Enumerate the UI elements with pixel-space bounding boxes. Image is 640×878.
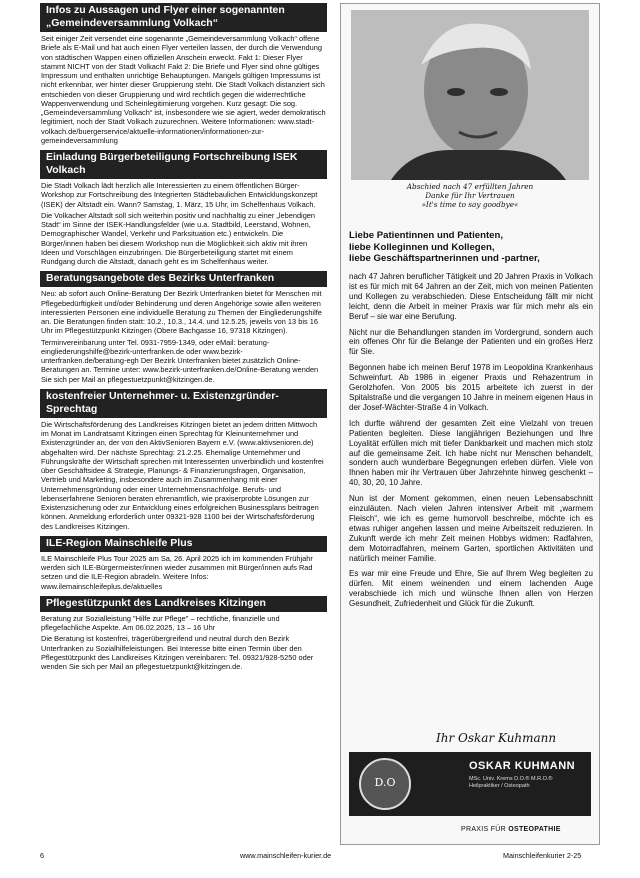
ad-paragraph: Begonnen habe ich meinen Beruf 1978 im Leopoldina Krankenhaus Schweinfurt. Ab 1986 in eigener Praxis und Rehazentrum in Gerolzhofen. Von 2005 bis 2015 arbeitete ich zuerst in der Spitalstraße und die vergangen 10 Jahre in meinem eigenen Haus in der Josef-Wächter-Straße 4 in Volkach.: [349, 363, 593, 412]
header-text: Einladung Bürgerbeteiligung Fortschreibung ISEK Volkach: [46, 151, 298, 176]
header-text: ILE-Region Mainschleife Plus: [46, 536, 193, 549]
ad-body: [349, 272, 593, 615]
photo-caption: [351, 182, 589, 210]
advertisement: [340, 3, 600, 845]
contact-box: [349, 752, 591, 816]
practitioner-credentials: [469, 776, 552, 790]
section-body-pflege-2: Die Beratung ist kostenfrei, trägerübergreifend und neutral durch den Bezirk Unterfranken zu Sozialhilfeleistungen. Bei Interesse bitte einen Termin über den Pflegestützpunkt des Landkreises Kitzingen vereinbaren: Tel. 09321/928-5250 oder wenden Sie sich per Mail an pflegestuetzpunkt@kitzingen.de.: [41, 634, 314, 671]
section-header-ile: [40, 536, 327, 552]
credentials-line: Heilpraktiker / Osteopath: [469, 783, 530, 789]
practitioner-name: OSKAR KUHMANN: [469, 760, 576, 772]
section-body-bezirk: Neu: ab sofort auch Online-Beratung Der Bezirk Unterfranken bietet für Menschen mit Pflegebedürftigkeit und/oder Behinderung und deren Angehörige sowie allen weiteren interessierten Personen eine individuelle Beratung zu Themen der Eingliederungshilfe an. Die Beratungen finden statt: 10.2., 10.3., 14.4. und 12.5.25, jeweils von 13 bis 16 Uhr im Pflegestützpunkt Kitzingen (Obere Bachgasse 16, 97318 Kitzingen).: [41, 289, 322, 336]
header-text: kostenfreier Unternehmer- u. Existenzgründer-Sprechtag: [46, 389, 279, 415]
section-header-sprechtag: [40, 389, 327, 418]
left-column: [40, 3, 327, 671]
caption-line: »It's time to say goodbye«: [421, 200, 519, 210]
seal-text: D.O: [374, 776, 396, 789]
section-body-sprechtag: Die Wirtschaftsförderung des Landkreises Kitzingen bietet an jedem dritten Mittwoch im Monat im Landratsamt Kitzingen einen Sprechtag für Kleinunternehmer und Existenzgründer an, der von den AktivSenioren Bayern e.V. (www.aktivsenioren.de) abgehalten wird. Der nächste Sprechtag: 21.2.25. Ehemalige Unternehmer und Führungskräfte der Wirtschaft sprechen mit Interessenten unverbindlich und kostenfrei über Geschäftsidee & Strategie, Planungs- & Finanzierungsfragen, Organisation, Vertrieb und Marketing, insbesondere auch im Zusammenhang mit einer Unternehmensgründung oder einer Unternehmensnachfolge. Berufs- und lebenserfahrene Senioren beraten ehrenamtlich, wie praxiserprobte Lösungen zur Existenzsicherung oder zur Entwicklung eines erfolgreichen Businessplans beitragen können. Anmeldung erforderlich unter 09321-928 1100 bei der Wirtschaftsförderung des Landkreises Kitzingen.: [41, 419, 324, 531]
caption-line: Abschied nach 47 erfüllten Jahren: [406, 182, 534, 191]
osteopathy-seal-icon: [359, 758, 411, 810]
credentials-line: MSc. Univ. Krems D.O.® M.R.O.®: [469, 776, 553, 782]
header-text: Infos zu Aussagen und Flyer einer sogenannten „Gemeindeversammlung Volkach“: [46, 4, 285, 29]
ad-title-line: Liebe Patientinnen und Patienten,: [349, 230, 504, 241]
ad-title-line: liebe Geschäftspartnerinnen und -partner,: [349, 253, 540, 264]
practice-prefix: PRAXIS FÜR: [461, 826, 507, 833]
practice-word: OSTEOPATHIE: [508, 826, 561, 833]
ad-paragraph: Nicht nur die Behandlungen standen im Vordergrund, sondern auch ein offenes Ohr für die Belange der Patienten und ein großes Herz für Sie.: [349, 327, 593, 357]
section-header-bezirk: [40, 271, 327, 287]
section-header-gemeindeversammlung: [40, 3, 327, 32]
portrait-photo: [351, 10, 589, 180]
portrait-illustration: [351, 10, 589, 180]
section-body-ile: ILE Mainschleife Plus Tour 2025 am Sa, 26. April 2025 ich im kommenden Frühjahr werden sich ILE-Bürgermeister/innen wieder zusammen mit Bürger/innen aufs Rad setzen und die ILE-Region abradeln. Weitere Infos: www.ilemainschleifeplus.de/aktuelles: [41, 553, 313, 591]
section-header-pflege: [40, 596, 327, 612]
ad-paragraph: Nun ist der Moment gekommen, einen neuen Lebensabschnitt einzuläuten. Nach vielen Jahren intensiver Arbeit mit „warmem Fleisch“, wie ich es gerne humorvoll beschreibe, möchte ich es etwas ruhiger angehen lassen und meine Arbeitszeit reduzieren. In Zukunft werde ich mehr Zeit meinen Hobbys widmen: Radfahren, dem Motorradfahren, meinem Garten, sportlichen Aktivitäten und natürlich meiner Familie.: [349, 494, 593, 563]
section-header-isek: [40, 150, 327, 179]
section-body-isek-2: Die Volkacher Altstadt soll sich weiterhin positiv und nachhaltig zu einer „lebendigen Stadt“ im Sinne der ISEK-Handlungsfelder (wie u.a. Stadtbild, Leerstand, Wohnen, Demographischer Wandel, Verkehr und Parksituation etc.) entwickeln. Die Bürger/innen haben bei diesem Workshop nun die Möglichkeit sich aktiv mit ihren Ideen und Vorschlägen einzubringen. Die Bürgerbeteiligung startet mit einem Rundgang durch die Altstadt, danach geht es im Schelfenhaus weiter.: [41, 210, 316, 266]
caption-line: Danke für Ihr Vertrauen: [425, 191, 515, 201]
footer-issue: Mainschleifenkurier 2-25: [503, 851, 582, 860]
section-body-gemeindeversammlung: Seit einiger Zeit versendet eine sogenannte „Gemeindeversammlung Volkach“ offene Briefe als E-Mail und hat auch einen Flyer verteilen lassen, der durch die Verwendung von städtischen Wappen einen offiziellen Anschein erweckt. Fakt 1: Dieser Flyer stammt NICHT von der Stadt Volkach! Fakt 2: Die Briefe und Flyer sind ohne gültiges Impressum und enthalten unrichtige Behauptungen. Mangels gültigen Impressums ist nicht erkennbar, wer hinter dieser Gruppierung steht. Die Stadt Volkach distanziert sich entschieden von dieser Gruppierung und wird rechtlich gegen die widerrechtliche Wappenverwendung und Scheinlegitimierung vorgehen. Kurz gesagt: Die sog. „Gemeindeversammlung Volkach“ ist, insbesondere wie sie agiert, weder demokratisch legitimiert, noch der Stadt Volkach zuzurechnen. Weitere Informationen: www.stadt-volkach.de/buergerservice/aktuelle-informationen/informationen-zur-gemeindeversammlung: [41, 34, 326, 145]
header-text: Pflegestützpunkt des Landkreises Kitzingen: [46, 596, 266, 609]
ad-paragraph: nach 47 Jahren beruflicher Tätigkeit und 20 Jahren Praxis in Volkach ist es für mich mit 64 Jahren an der Zeit, mich von meinen Patienten und Kollegen zu verabschieden. Diese Entscheidung fällt mir nicht leicht, denn die Arbeit in meiner Praxis war für mich mehr als ein Beruf – sie war eine Berufung.: [349, 272, 593, 321]
section-body-isek: Die Stadt Volkach lädt herzlich alle Interessierten zu einem öffentlichen Bürger-Workshop zur Fortschreibung des Integrierten Städtebaulichen Entwicklungskonzept (ISEK) der Altstadt ein. Wann? Samstag, 1. März, 15 Uhr, im Schelfenhaus Volkach.: [41, 181, 318, 209]
ad-paragraph: Es war mir eine Freude und Ehre, Sie auf Ihrem Weg begleiten zu dürfen. Mit einem weinenden und einem lachenden Auge verabschiede ich mich und wünsche Ihnen allen von Herzen Gesundheit, Zufriedenheit und Glück für die Zukunft.: [349, 569, 593, 609]
signature: Ihr Oskar Kuhmann: [436, 731, 557, 745]
header-text: Beratungsangebote des Bezirks Unterfranken: [46, 272, 275, 285]
ad-title-line: liebe Kolleginnen und Kollegen,: [349, 241, 495, 253]
ad-paragraph: Ich durfte während der gesamten Zeit eine Vielzahl von treuen Patienten begleiten. Diese langjährigen Beziehungen und Ihre Loyalität erfüllen mich mit tiefer Dankbarkeit und machen mich stolz auf die gemeinsame Zeit. Ich habe nicht nur Menschen behandelt, sondern auch wunderbare Begegnungen erleben dürfen. Viele von Ihnen haben mir ihr Vertrauen über Jahrzehnte hinweg geschenkt – 40, 30, 20, 10 Jahre.: [349, 418, 593, 488]
footer-url: www.mainschleifen-kurier.de: [240, 851, 332, 860]
section-body-pflege: Beratung zur Sozialleistung "Hilfe zur Pflege" – rechtliche, finanzielle und pflegefachliche Aspekte. Am 06.02.2025, 13 – 16 Uhr: [41, 613, 280, 632]
section-body-bezirk-2: Terminvereinbarung unter Tel. 0931-7959-1349, oder eMail: beratung-eingliederungshilfe@bezirk-unterfranken.de oder www.bezirk-unterfranken.de/beratung-egh Der Bezirk Unterfranken bietet zusätzlich Online-Beratungen an. Termine unter: www.bezirk-unterfranken.de/Online-Beratung wenden Sie sich per Mail an pflegestuetzpunkt@kitzingen.de.: [41, 337, 319, 384]
practice-label: [461, 826, 561, 833]
page-number: 6: [40, 851, 44, 860]
ad-title: [349, 230, 593, 265]
